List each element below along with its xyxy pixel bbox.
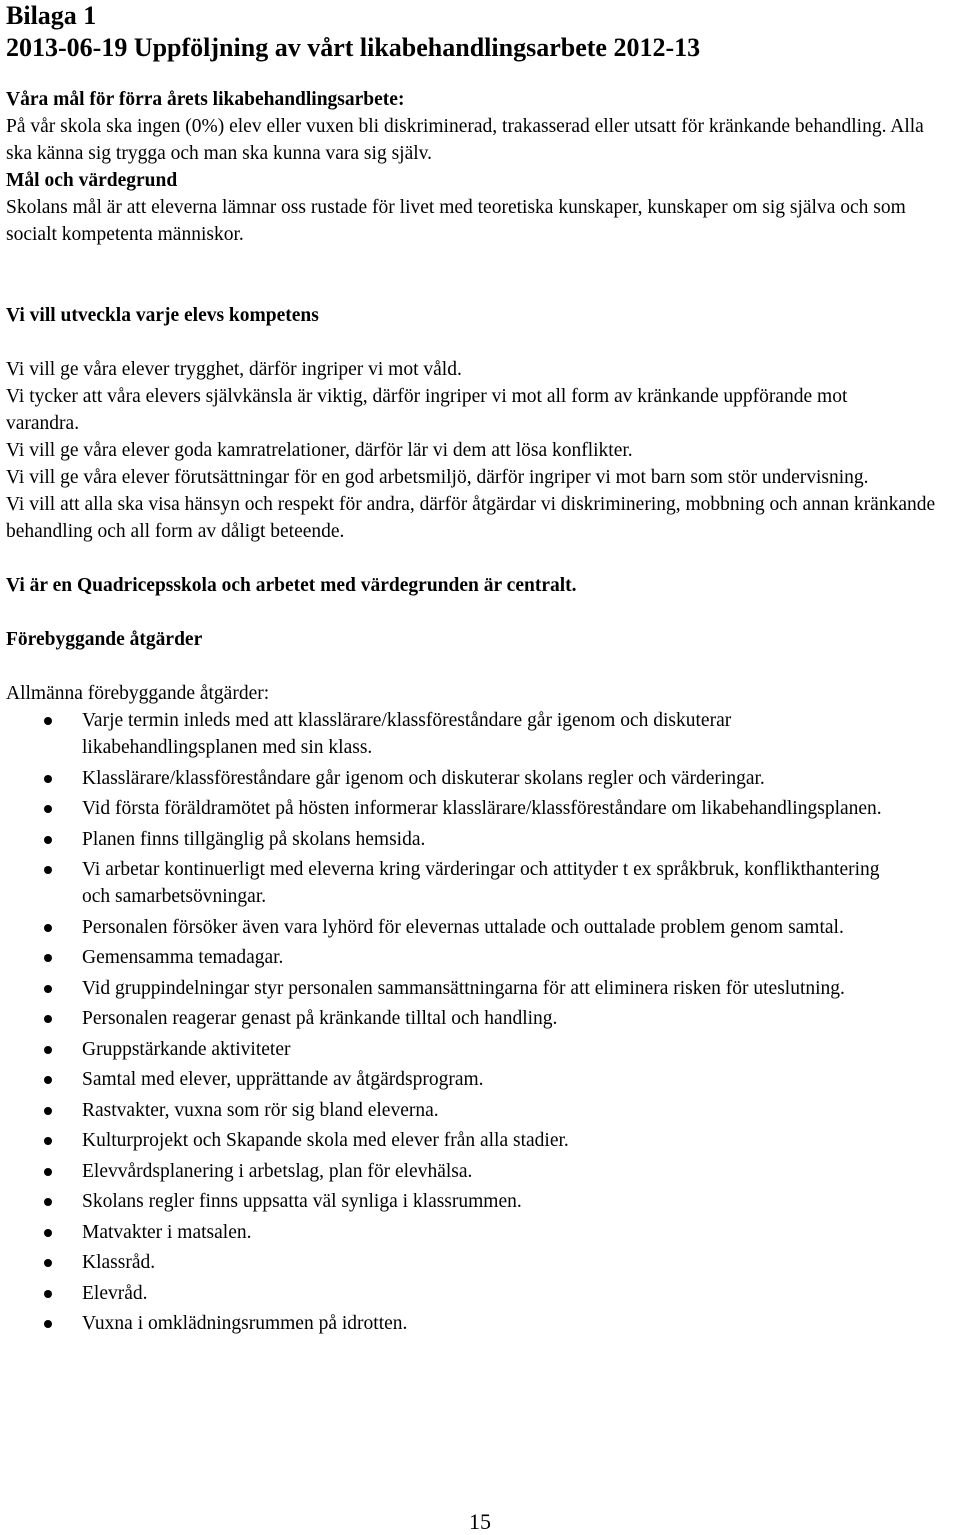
bullet-icon <box>44 954 52 962</box>
competence-line: Vi vill ge våra elever goda kamratrelationer, därför lär vi dem att lösa konflikter. <box>6 440 633 461</box>
bullet-icon <box>44 1290 52 1298</box>
bullet-icon <box>44 1259 52 1267</box>
preventive-subheading: Allmänna förebyggande åtgärder: <box>6 683 270 704</box>
list-item: Vi arbetar kontinuerligt med eleverna kring värderingar och attityder t ex språkbruk, konflikthantering och samarbetsövningar. <box>6 856 886 910</box>
bullet-icon <box>44 1076 52 1084</box>
goals-text: På vår skola ska ingen (0%) elev eller vuxen bli diskriminerad, trakasserad eller utsatt för kränkande behandling. Alla ska känna sig trygga och man ska kunna vara sig själv. <box>6 116 924 164</box>
bullet-icon <box>44 717 52 725</box>
competence-line: Vi vill ge våra elever förutsättningar för en god arbetsmiljö, därför ingriper vi mot barn som stör undervisning. <box>6 467 869 488</box>
values-heading: Mål och värdegrund <box>6 170 178 191</box>
preventive-list <box>6 707 886 1337</box>
list-item: Klassråd. <box>6 1249 886 1276</box>
page-number: 15 <box>469 1509 491 1534</box>
bullet-icon <box>44 1229 52 1237</box>
list-item: Vid första föräldramötet på hösten informerar klasslärare/klassföreståndare om likabehandlingsplanen. <box>6 795 886 822</box>
list-item: Vid gruppindelningar styr personalen sammansättningarna för att eliminera risken för uteslutning. <box>6 975 886 1002</box>
bullet-icon <box>44 805 52 813</box>
annex-label: Bilaga 1 <box>6 1 97 30</box>
list-item: Gemensamma temadagar. <box>6 944 886 971</box>
bullet-icon <box>44 985 52 993</box>
list-item: Matvakter i matsalen. <box>6 1219 886 1246</box>
list-item: Varje termin inleds med att klasslärare/klassföreståndare går igenom och diskuterar likabehandlingsplanen med sin klass. <box>6 707 886 761</box>
bullet-icon <box>44 1168 52 1176</box>
list-item: Rastvakter, vuxna som rör sig bland eleverna. <box>6 1097 886 1124</box>
list-item: Personalen reagerar genast på kränkande tilltal och handling. <box>6 1005 886 1032</box>
bullet-icon <box>44 1137 52 1145</box>
bullet-icon <box>44 1015 52 1023</box>
list-item: Samtal med elever, upprättande av åtgärdsprogram. <box>6 1066 886 1093</box>
list-item: Vuxna i omklädningsrummen på idrotten. <box>6 1310 886 1337</box>
document-title: 2013-06-19 Uppföljning av vårt likabehandlingsarbete 2012-13 <box>6 33 701 62</box>
list-item: Elevråd. <box>6 1280 886 1307</box>
competence-line: Vi vill ge våra elever trygghet, därför ingriper vi mot våld. <box>6 359 462 380</box>
quadriceps-statement: Vi är en Quadricepsskola och arbetet med värdegrunden är centralt. <box>6 575 577 596</box>
competence-line: Vi vill att alla ska visa hänsyn och respekt för andra, därför åtgärdar vi diskriminering, mobbning och annan kränkande behandling och all form av dåligt beteende. <box>6 494 936 542</box>
list-item: Kulturprojekt och Skapande skola med elever från alla stadier. <box>6 1127 886 1154</box>
list-item: Skolans regler finns uppsatta väl synliga i klassrummen. <box>6 1188 886 1215</box>
bullet-icon <box>44 1320 52 1328</box>
bullet-icon <box>44 1107 52 1115</box>
list-item: Planen finns tillgänglig på skolans hemsida. <box>6 826 886 853</box>
competence-heading: Vi vill utveckla varje elevs kompetens <box>6 305 319 326</box>
document-page <box>6 0 956 1341</box>
list-item: Elevvårdsplanering i arbetslag, plan för elevhälsa. <box>6 1158 886 1185</box>
bullet-icon <box>44 866 52 874</box>
bullet-icon <box>44 924 52 932</box>
goals-heading: Våra mål för förra årets likabehandlingsarbete: <box>6 89 405 110</box>
preventive-heading: Förebyggande åtgärder <box>6 629 203 650</box>
values-text: Skolans mål är att eleverna lämnar oss rustade för livet med teoretiska kunskaper, kunskaper om sig själva och som socialt kompetenta människor. <box>6 197 906 245</box>
list-item: Personalen försöker även vara lyhörd för elevernas uttalade och outtalade problem genom samtal. <box>6 914 886 941</box>
list-item: Gruppstärkande aktiviteter <box>6 1036 886 1063</box>
bullet-icon <box>44 836 52 844</box>
bullet-icon <box>44 775 52 783</box>
bullet-icon <box>44 1046 52 1054</box>
competence-lines <box>6 356 958 545</box>
bullet-icon <box>44 1198 52 1206</box>
competence-line: Vi tycker att våra elevers självkänsla är viktig, därför ingriper vi mot all form av kränkande uppförande mot varandra. <box>6 386 848 434</box>
list-item: Klasslärare/klassföreståndare går igenom och diskuterar skolans regler och värderingar. <box>6 765 886 792</box>
